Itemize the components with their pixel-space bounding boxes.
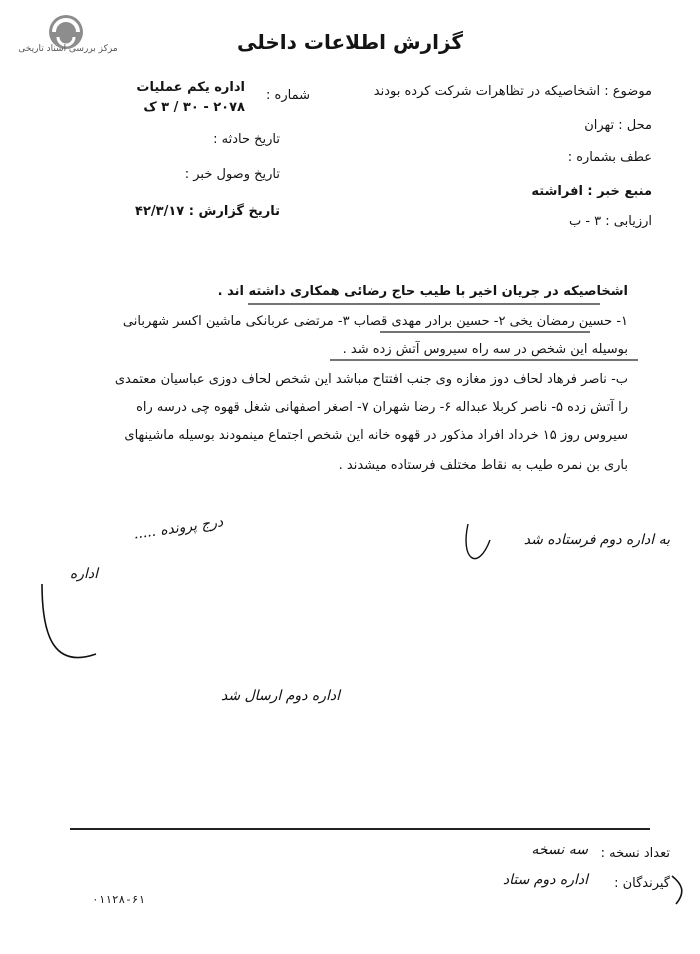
meta-receipt-date: تاریخ وصول خبر : [184, 167, 280, 182]
left-handwritten-note: درج پرونده ..... [132, 514, 225, 543]
right-handwritten-note: به اداره دوم فرستاده شد [523, 532, 670, 548]
meta-number-value: اداره یکم عملیات [136, 80, 245, 95]
body-line-5: را آتش زده ۵- ناصر کربلا عبداله ۶- رضا شهران ۷- اصغر اصفهانی شغل قهوه چی درسه راه [136, 400, 628, 415]
body-line-1: اشخاصیکه در جریان اخیر با طیب حاج رضائی همکاری داشته اند . [217, 284, 628, 299]
recipients-value: اداره دوم ستاد [502, 872, 588, 888]
middle-handwritten-note: اداره دوم ارسال شد [220, 688, 340, 704]
left-handwritten-note-2: اداره [69, 566, 98, 582]
logo-caption: مرکز بررسی اسناد تاریخی [18, 44, 118, 54]
meta-rating: ارزیابی : ۳ - ب [568, 214, 652, 229]
footer-separator [70, 828, 650, 830]
body-line-2: ۱- حسین رمضان یخی ۲- حسین برادر مهدی قصاب ۳- مرتضی عربانکی ماشین اکسر شهربانی [122, 314, 628, 329]
meta-number-label: شماره : [266, 88, 310, 103]
body-line-4: ب- ناصر فرهاد لحاف دوز مغازه وی جنب افتتاح مباشد این شخص لحاف دوزی عباسیان معتمدی [114, 372, 628, 387]
meta-place: محل : تهران [584, 118, 652, 133]
meta-report-date: تاریخ گزارش : ۴۲/۳/۱۷ [135, 204, 280, 219]
meta-subject: موضوع : اشخاصیکه در تظاهرات شرکت کرده بودند [373, 84, 652, 99]
body-line-7: باری بن نمره طیب به نقاط مختلف فرستاده میشدند . [338, 458, 628, 473]
meta-number-detail: ۲۰۷۸ - ۳۰ / ۳ ک [143, 100, 245, 115]
copies-value: سه نسخه [531, 842, 588, 858]
recipients-label: گیرندگان : [614, 876, 670, 891]
body-line-3: بوسیله این شخص در سه راه سیروس آتش زده شد . [342, 342, 628, 357]
copies-label: تعداد نسخه : [600, 846, 670, 861]
page-title: گزارش اطلاعات داخلی [236, 30, 464, 54]
body-line-6: سیروس روز ۱۵ خرداد افراد مذکور در قهوه خانه این شخص اجتماع مینمودند بوسیله ماشینهای [124, 428, 628, 443]
meta-source: منبع خبر : افراشته [531, 184, 652, 199]
meta-attachments: عطف بشماره : [567, 150, 652, 165]
reference-number: ۰۱۱۲۸-۶۱ [92, 893, 145, 906]
meta-event-date: تاریخ حادثه : [213, 132, 280, 147]
